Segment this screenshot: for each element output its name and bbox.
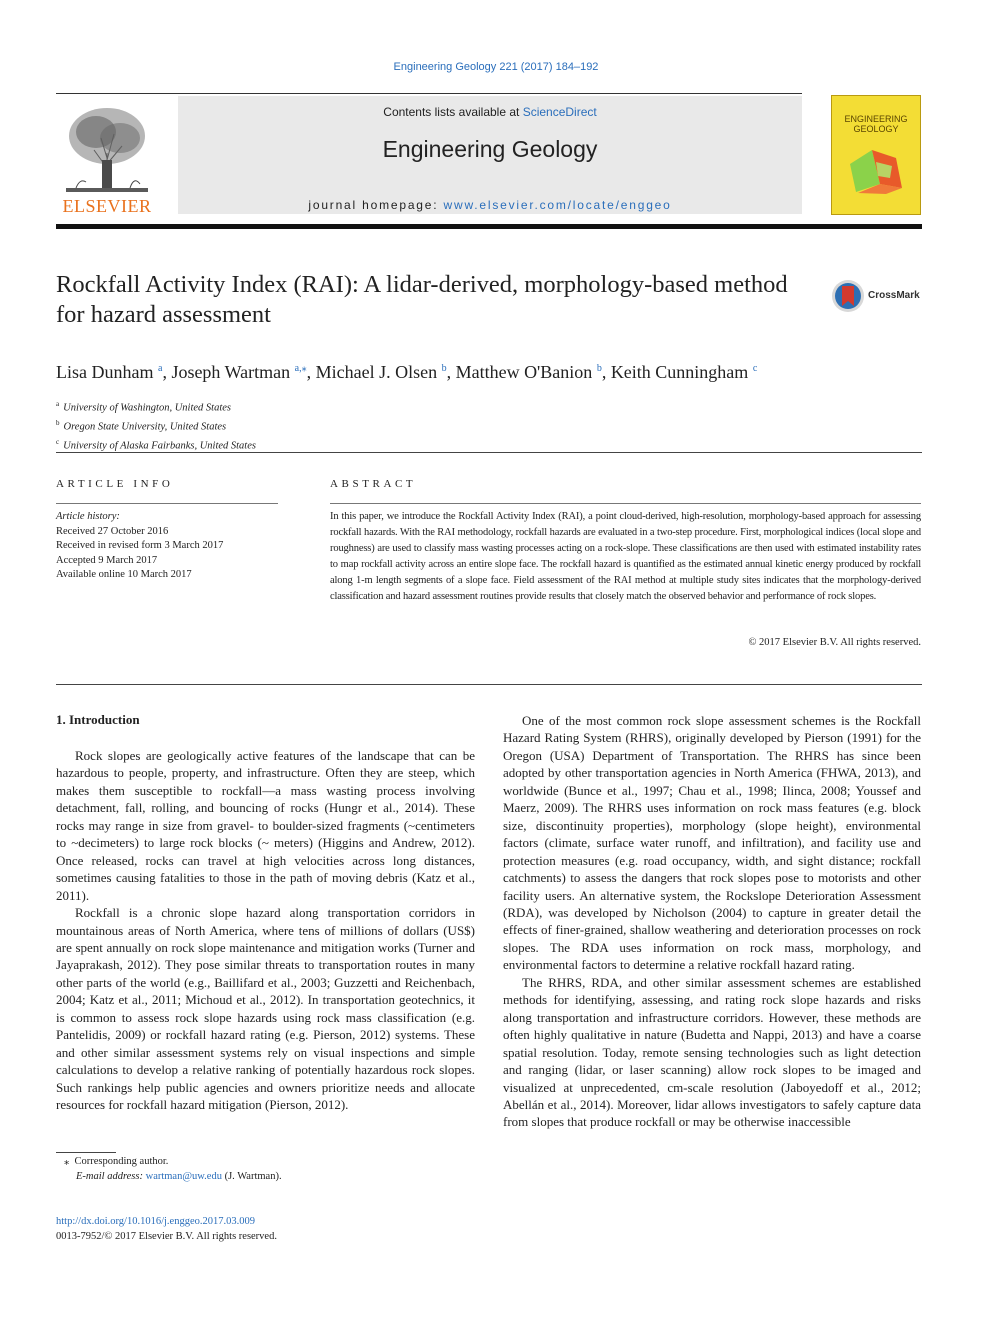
journal-name: Engineering Geology	[382, 136, 598, 162]
article-title: Rockfall Activity Index (RAI): A lidar-derived, morphology-based method for hazard assessment	[56, 271, 788, 328]
crossmark-button[interactable]	[831, 279, 923, 313]
author[interactable]: Joseph Wartman	[171, 362, 291, 382]
abstract-rule	[330, 503, 921, 504]
journal-cover-thumbnail[interactable]	[831, 95, 921, 215]
abstract-bottom-rule	[56, 684, 922, 685]
homepage-link[interactable]: www.elsevier.com/locate/enggeo	[443, 198, 672, 212]
affiliation: $^a$ University of Washington, United States	[56, 400, 232, 414]
homepage-line: journal homepage: www.elsevier.com/locate/enggeo	[308, 198, 672, 212]
author-affiliation-mark[interactable]: a	[157, 363, 163, 374]
contents-line: Contents lists available at ScienceDirect	[383, 105, 597, 119]
body-paragraph: The RHRS, RDA, and other similar assessment schemes are established methods for identifying, assessing, and rating rock slope hazards and risks along transportation and infrastructure corridors. However, these methods are often highly qualitative in nature (Budetta and Nappi, 2013) and have a coarse spatial resolution. Today, remote sensing technologies such as light detection and ranging (lidar, or laser scanning) allow rock slopes to be imaged and visualized at unprecedented, cm-scale resolution (Jaboyedoff et al., 2012; Abellán et al., 2014). Moreover, lidar allows investigators to safely capture data from slopes that produce rockfall or may be otherwise inaccessible	[503, 974, 921, 1130]
author-affiliation-mark[interactable]: b	[596, 363, 602, 374]
history-item: Received in revised form 3 March 2017	[56, 540, 224, 552]
crossmark-icon	[831, 279, 865, 313]
corresponding-author-footnote: ⁎ Corresponding author. E-mail address: wartman@uw.edu (J. Wartman).	[64, 1156, 282, 1182]
journal-masthead	[178, 96, 802, 214]
email-link[interactable]: wartman@uw.edu	[145, 1171, 222, 1182]
issn-line: 0013-7952/© 2017 Elsevier B.V. All rights reserved.	[56, 1230, 277, 1242]
abstract-text: In this paper, we introduce the Rockfall Activity Index (RAI), a point cloud-derived, high-resolution, morphology-based approach for assessing rockfall hazards. With the RAI methodology, rockfall hazards are evaluated in a two-step procedure. First, morphological indices (local slope and roughness) are used to classify mass wasting processes acting on a rock-slope. These classifications are then used with estimated instability rates to map rockfall activity across an entire slope face. The rockfall hazard is quantified as the estimated annual kinetic energy produced by rockfall along 1-m length segments of a slope face. Field assessment of the RAI method at multiple study sites indicates that the morphology-derived classification and hazard assessment routines provide results that closely match the observed behavior and performance of rock slopes.	[330, 511, 921, 602]
author[interactable]: Michael J. Olsen	[315, 362, 438, 382]
sciencedirect-link[interactable]: ScienceDirect	[522, 105, 597, 119]
article-info-heading: ARTICLE INFO	[56, 478, 174, 490]
body-column-right	[503, 712, 921, 1131]
abstract-heading: ABSTRACT	[330, 478, 417, 490]
affiliation: $^c$ University of Alaska Fairbanks, United States	[56, 438, 256, 452]
body-paragraph: Rockfall is a chronic slope hazard along transportation corridors in mountainous areas of North America, where tens of millions of dollars (US$) are spent annually on rock slope maintenance and mitigation works (Turner and Jayaprakash, 2012). They pose similar threats to transportation routes in many other parts of the world (e.g., Baillifard et al., 2003; Guzzetti and Reichenbach, 2004; Katz et al., 2011; Michoud et al., 2012). In transportation geotechnics, it is common to assess rock slope hazards using rock mass classification (e.g. Pantelidis, 2009) or rockfall hazard rating (e.g. Pierson, 2012) systems. These and other similar assessment systems rely on visual inspections and simple calculations to develop a relative ranking of potentially hazardous rock slopes. Such rankings help public agencies and owners prioritize needs and allocate resources for rockfall hazard mitigation (Pierson, 2012).	[56, 905, 475, 1113]
affiliation: $^b$ Oregon State University, United States	[56, 419, 227, 433]
body-column-left	[56, 747, 475, 1114]
author-affiliation-mark[interactable]: a,⁎	[294, 363, 307, 374]
doi-link[interactable]: http://dx.doi.org/10.1016/j.enggeo.2017.03.009	[56, 1216, 256, 1227]
abstract-copyright: © 2017 Elsevier B.V. All rights reserved.	[748, 637, 921, 648]
footnote-rule	[56, 1152, 116, 1153]
elsevier-wordmark: ELSEVIER	[62, 196, 152, 216]
footnote-mark: ⁎	[64, 1156, 70, 1167]
header-rule	[56, 93, 802, 94]
cover-title: ENGINEERING GEOLOGY	[844, 114, 908, 134]
body-paragraph: Rock slopes are geologically active features of the landscape that can be hazardous to people, property, and infrastructure. Often they are steep, which makes them susceptible to rockfall—a mass wasting process involving detachment, fall, rolling, and bouncing of rocks (Hungr et al., 2014). These rocks may range in size from gravel- to boulder-sized fragments (~centimeters to ~decimeters) to large rock blocks (~ meters) (Higgins and Andrew, 2012). Once released, rocks can travel at high velocities across long distances, sometimes causing fatalities to those in the path of moving debris (Katz et al., 2011).	[56, 748, 475, 903]
affiliations	[56, 397, 256, 454]
article-info-rule	[56, 503, 278, 504]
author-list: Lisa Dunham $^a$, Joseph Wartman $^{a,⁎}$, Michael J. Olsen $^b$, Matthew O'Banion $^b$, Keith Cunningham $^c$	[56, 362, 758, 382]
author-affiliation-mark[interactable]: c	[752, 363, 758, 374]
author[interactable]: Matthew O'Banion	[455, 362, 593, 382]
article-history	[56, 510, 223, 583]
masthead-rule	[56, 224, 922, 229]
history-item: Accepted 9 March 2017	[56, 554, 158, 566]
affiliations-rule	[56, 452, 922, 453]
history-item: Available online 10 March 2017	[56, 569, 192, 581]
history-item: Received 27 October 2016	[56, 525, 169, 537]
cover-graphic-icon	[846, 144, 908, 196]
author[interactable]: Lisa Dunham	[56, 362, 154, 382]
crossmark-label: CrossMark	[868, 290, 920, 301]
body-paragraph: One of the most common rock slope assessment schemes is the Rockfall Hazard Rating System (RHRS), originally developed by Pierson (1991) for the Oregon (USA) Department of Transportation. The RHRS has since been adopted by other transportation agencies in North America (FHWA, 2013), and worldwide (Bunce et al., 1997; Chau et al., 1998; Ilinca, 2008; Youssef and Maerz, 2009). The RHRS uses information on rock mass features (e.g. block size, discontinuity properties), morphology (slope height), environmental factors (climate, surface water runoff, and infiltration), and facility use and protection measures (e.g. road occupancy, width, and sight distance; rockfall catchments) to assess the dangers that rock slopes pose to motorists and other facility users. An alternative system, the Rockslope Deterioration Assessment (RDA), was developed by Nicholson (2004) to capture in greater detail the effects of finer-grained, shallow weathering and deterioration processes on rock slopes. The RDA uses information on rock mass, morphology, and environmental factors to determine a relative rockfall hazard rating.	[503, 713, 921, 973]
history-label: Article history:	[56, 511, 120, 522]
author[interactable]: Keith Cunningham	[610, 362, 749, 382]
doi-block	[56, 1215, 277, 1244]
journal-citation[interactable]: Engineering Geology 221 (2017) 184–192	[393, 61, 599, 73]
elsevier-logo[interactable]	[56, 98, 158, 216]
section-heading: 1. Introduction	[56, 712, 140, 727]
author-affiliation-mark[interactable]: b	[441, 363, 447, 374]
